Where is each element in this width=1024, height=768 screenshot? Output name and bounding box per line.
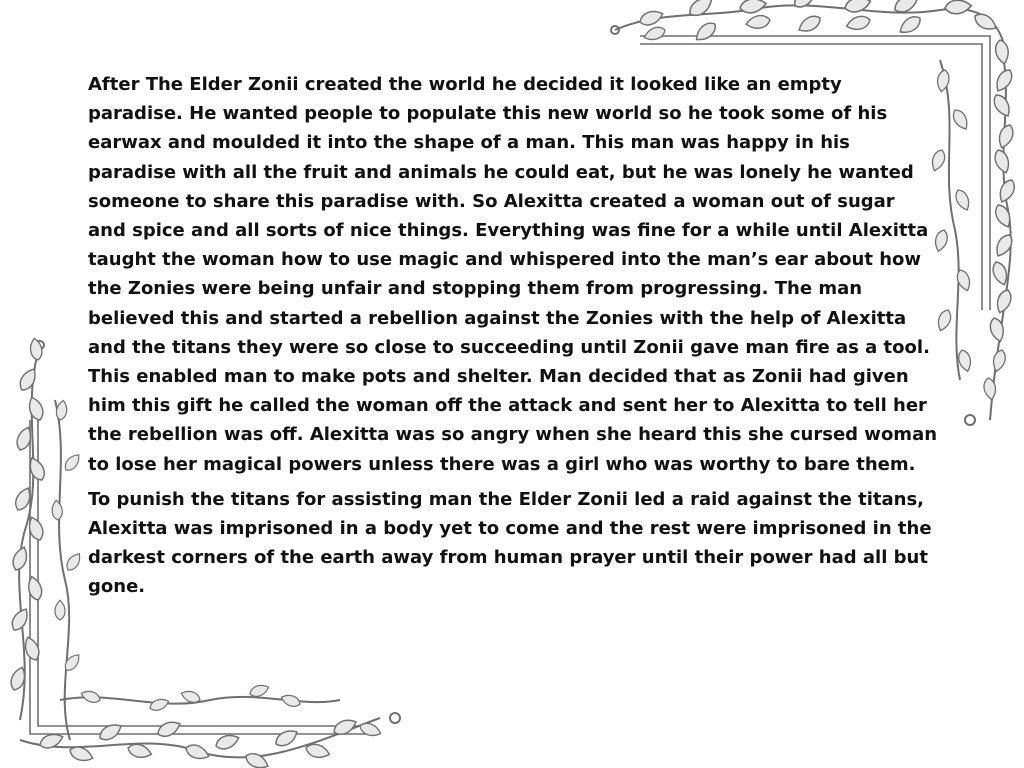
paragraph-2: To punish the titans for assisting man the Elder Zonii led a raid against the titans, Alexitta was imprisoned in a body yet to come and the rest were imprisoned in the darkest corners of the earth away from human prayer until their power had all but gone. — [88, 488, 932, 598]
body-text — [88, 70, 938, 608]
paragraph-1: After The Elder Zonii created the world he decided it looked like an empty paradise. He wanted people to populate this new world so he took some of his earwax and moulded it into the shape of a man. This man was happy in his paradise with all the fruit and animals he could eat, but he was lonely he wanted someone to share this paradise with. So Alexitta created a woman out of sugar and spice and all sorts of nice things. Everything was fine for a while until Alexitta taught the woman how to use magic and whispered into the man’s ear about how the Zonies were being unfair and stopping them from progressing. The man believed this and started a rebellion against the Zonies with the help of Alexitta and the titans they were so close to succeeding until Zonii gave man fire as a tool. This enabled man to make pots and shelter. Man decided that as Zonii had given him this gift he called the woman off the attack and sent her to Alexitta to tell her the rebellion was off. Alexitta was so angry when she heard this she cursed woman to lose her magical powers unless there was a girl who was worthy to bare them. — [88, 74, 938, 475]
